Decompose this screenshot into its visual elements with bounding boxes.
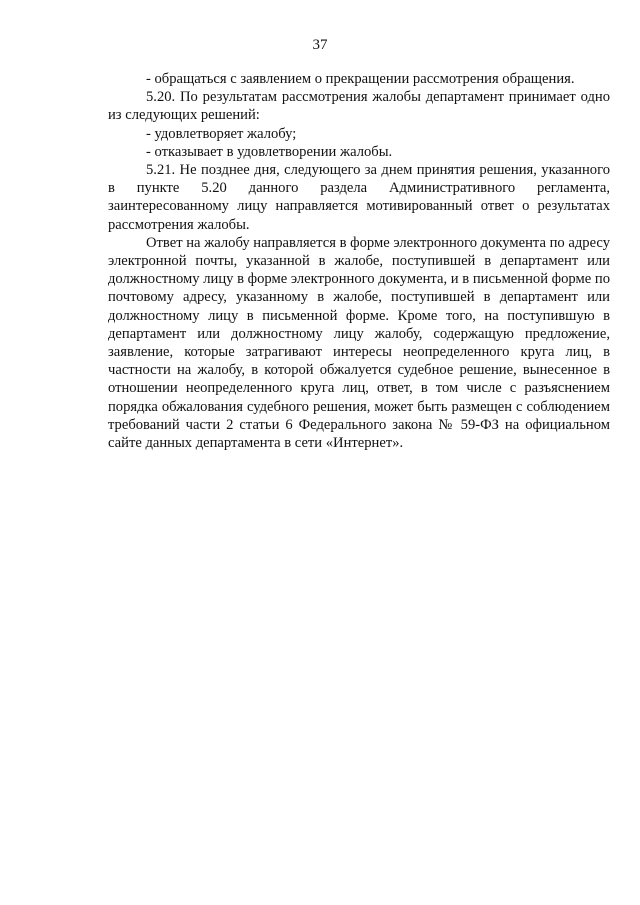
- page-number: 37: [312, 37, 328, 53]
- paragraph-dash-appeal: - обращаться с заявлением о прекращении рассмотрения обращения.: [146, 71, 575, 87]
- paragraph-5-20: 5.20. По результатам рассмотрения жалобы департамент принимает одно из следующих решений:: [108, 89, 610, 124]
- paragraph-response: Ответ на жалобу направляется в форме электронного документа по адресу электронной почты, указанной в жалобе, поступившей в департамент или должностному лицу в форме электронного документа, и в письменной форме по почтовому адресу, указанному в жалобе, поступившей в департамент или должностному лицу в письменной форме. Кроме того, на поступившую в департамент или должностному лицу жалобу, содержащую предложение, заявление, которые затрагивают интересы неопределенного круга лиц, в частности на жалобу, в которой обжалуется судебное решение, вынесенное в отношении неопределенного круга лиц, ответ, в том числе с разъяснением порядка обжалования судебного решения, может быть размещен с соблюдением требований части 2 статьи 6 Федерального закона № 59-ФЗ на официальном сайте данных департамента в сети «Интернет».: [108, 234, 610, 452]
- paragraph-dash-refuse: - отказывает в удовлетворении жалобы.: [146, 143, 393, 160]
- paragraph-dash-satisfy: - удовлетворяет жалобу;: [146, 125, 297, 142]
- document-body: [108, 70, 610, 452]
- paragraph-5-21: 5.21. Не позднее дня, следующего за днем принятия решения, указанного в пункте 5.20 данного раздела Административного регламента, заинтересованному лицу направляется мотивированный ответ о результатах рассмотрения жалобы.: [108, 162, 610, 233]
